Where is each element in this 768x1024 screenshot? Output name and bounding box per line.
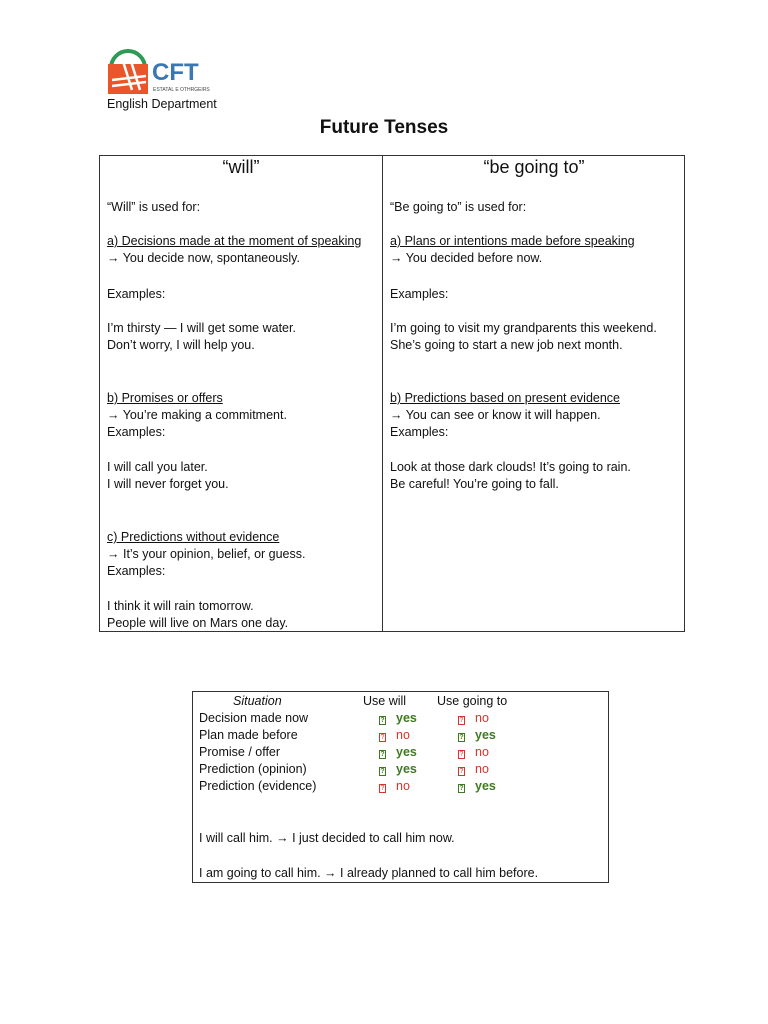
summary-header-situation: Situation bbox=[233, 694, 282, 708]
going-section-b-note: → You can see or know it will happen. bbox=[390, 408, 601, 422]
going-answer-text: no bbox=[475, 762, 489, 776]
will-answer-text: yes bbox=[396, 711, 417, 725]
summary-header-going: Use going to bbox=[437, 694, 508, 708]
will-answer bbox=[379, 744, 417, 761]
summary-row bbox=[193, 778, 608, 795]
summary-situation: Plan made before bbox=[199, 728, 298, 742]
will-answer bbox=[379, 710, 417, 727]
check-box-icon: ? bbox=[459, 734, 464, 741]
logo-small-text: ESTATAL E OTHRGEIRS bbox=[153, 87, 210, 93]
will-section-b-example: I will call you later. bbox=[107, 460, 208, 474]
going-section-a-examples-label: Examples: bbox=[390, 287, 449, 301]
going-section-a-title: a) Plans or intentions made before speaking bbox=[390, 234, 635, 248]
going-section-b-example: Be careful! You’re going to fall. bbox=[390, 477, 559, 491]
summary-example: I will call him. → I just decided to call him now. bbox=[199, 831, 455, 845]
going-section-a-note: → You decided before now. bbox=[390, 251, 543, 265]
will-section-c-example: I think it will rain tomorrow. bbox=[107, 599, 254, 613]
going-intro: “Be going to” is used for: bbox=[390, 200, 527, 214]
logo-text: CFT bbox=[152, 59, 199, 86]
will-section-b-examples-label: Examples: bbox=[107, 425, 166, 439]
will-section-a-note: → You decide now, spontaneously. bbox=[107, 251, 300, 265]
will-answer-text: no bbox=[396, 728, 410, 742]
going-answer bbox=[458, 744, 489, 761]
will-answer bbox=[379, 778, 410, 795]
summary-row bbox=[193, 744, 608, 761]
summary-situation: Promise / offer bbox=[199, 745, 281, 759]
check-box-icon: ? bbox=[380, 734, 385, 741]
check-box-icon: ? bbox=[380, 751, 385, 758]
going-answer-text: yes bbox=[475, 779, 496, 793]
will-section-a-title: a) Decisions made at the moment of speaking bbox=[107, 234, 362, 248]
check-box-icon: ? bbox=[380, 768, 385, 775]
will-answer-text: no bbox=[396, 779, 410, 793]
going-answer-text: no bbox=[475, 745, 489, 759]
will-section-a-example: I’m thirsty — I will get some water. bbox=[107, 321, 296, 335]
will-section-b-example: I will never forget you. bbox=[107, 477, 229, 491]
summary-header-will: Use will bbox=[363, 694, 407, 708]
will-intro: “Will” is used for: bbox=[107, 200, 201, 214]
going-section-b-example: Look at those dark clouds! It’s going to rain. bbox=[390, 460, 631, 474]
going-section-b-title: b) Predictions based on present evidence bbox=[390, 391, 621, 405]
going-answer bbox=[458, 727, 496, 744]
going-section-a-example: I’m going to visit my grandparents this weekend. bbox=[390, 321, 657, 335]
summary-row bbox=[193, 710, 608, 727]
will-column bbox=[100, 156, 382, 631]
tense-comparison-table bbox=[99, 155, 685, 632]
will-section-b-title: b) Promises or offers bbox=[107, 391, 223, 405]
check-box-icon: ? bbox=[459, 785, 464, 792]
will-answer bbox=[379, 727, 410, 744]
summary-situation: Prediction (evidence) bbox=[199, 779, 317, 793]
going-answer-text: no bbox=[475, 711, 489, 725]
going-section-a-example: She’s going to start a new job next month. bbox=[390, 338, 623, 352]
check-box-icon: ? bbox=[380, 717, 385, 724]
summary-situation: Decision made now bbox=[199, 711, 309, 725]
check-box-icon: ? bbox=[459, 751, 464, 758]
will-section-c-examples-label: Examples: bbox=[107, 564, 166, 578]
summary-row bbox=[193, 761, 608, 778]
page-title: Future Tenses bbox=[319, 117, 449, 138]
cft-logo bbox=[106, 46, 216, 96]
will-heading: “will” bbox=[222, 157, 260, 177]
will-answer-text: yes bbox=[396, 745, 417, 759]
will-section-a-examples-label: Examples: bbox=[107, 287, 166, 301]
going-heading: “be going to” bbox=[483, 157, 585, 177]
going-section-b-examples-label: Examples: bbox=[390, 425, 449, 439]
going-answer bbox=[458, 778, 496, 795]
will-answer-text: yes bbox=[396, 762, 417, 776]
will-section-c-title: c) Predictions without evidence bbox=[107, 530, 280, 544]
check-box-icon: ? bbox=[459, 717, 464, 724]
will-section-b-note: → You’re making a commitment. bbox=[107, 408, 287, 422]
check-box-icon: ? bbox=[380, 785, 385, 792]
summary-situation: Prediction (opinion) bbox=[199, 762, 307, 776]
will-answer bbox=[379, 761, 417, 778]
going-answer-text: yes bbox=[475, 728, 496, 742]
going-answer bbox=[458, 761, 489, 778]
check-box-icon: ? bbox=[459, 768, 464, 775]
summary-example: I am going to call him. → I already planned to call him before. bbox=[199, 866, 539, 880]
summary-row bbox=[193, 727, 608, 744]
cft-logo-emblem bbox=[106, 46, 216, 96]
department-label: English Department bbox=[107, 97, 217, 111]
will-section-a-example: Don’t worry, I will help you. bbox=[107, 338, 255, 352]
going-answer bbox=[458, 710, 489, 727]
summary-table bbox=[192, 691, 609, 883]
will-section-c-example: People will live on Mars one day. bbox=[107, 616, 289, 630]
will-section-c-note: → It’s your opinion, belief, or guess. bbox=[107, 547, 306, 561]
going-column bbox=[383, 156, 685, 631]
